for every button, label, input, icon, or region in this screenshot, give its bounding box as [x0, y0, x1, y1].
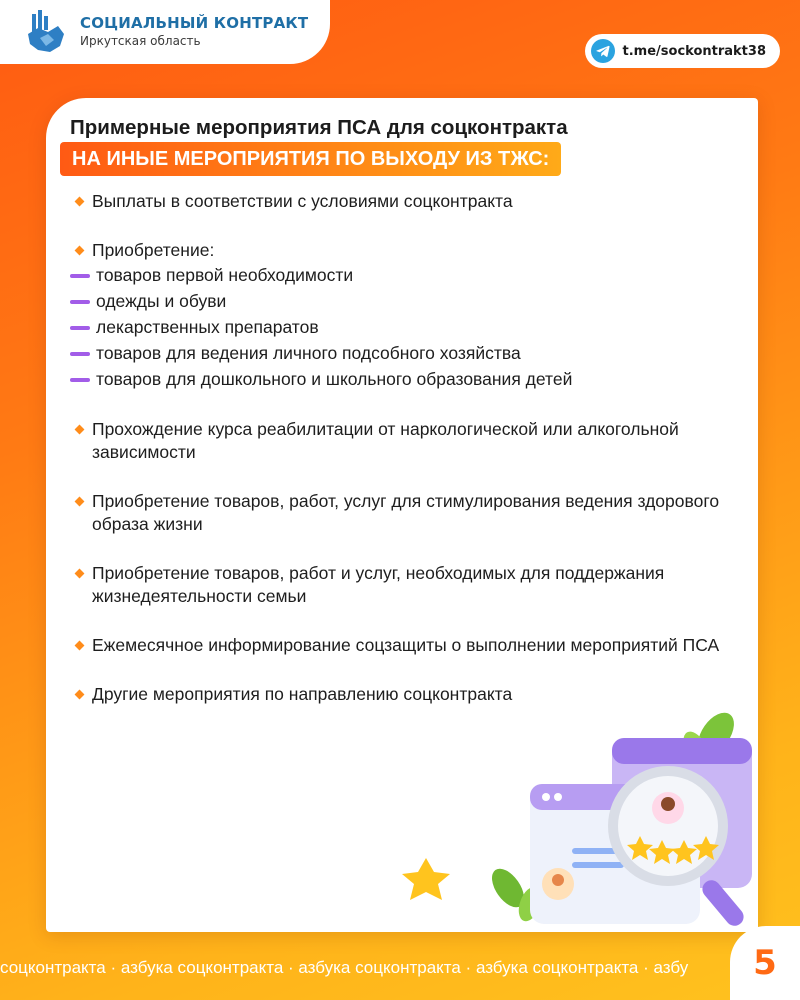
footer-ribbon: соцконтракта · азбука соцконтракта · азбука соцконтракта · азбука соцконтракта · азбу — [0, 958, 689, 977]
list-item: Ежемесячное информирование соцзащиты о выполнении мероприятий ПСА — [68, 634, 748, 657]
card-banner-text: НА ИНЫЕ МЕРОПРИЯТИЯ ПО ВЫХОДУ ИЗ ТЖС: — [72, 147, 550, 170]
list-item: Другие мероприятия по направлению соцконтракта — [68, 683, 748, 706]
bullet-icon — [75, 425, 85, 435]
page-number: 5 — [730, 926, 800, 1000]
list-item: Приобретение товаров, работ, услуг для стимулирования ведения здорового образа жизни — [68, 490, 748, 536]
dash-icon — [70, 300, 90, 304]
brand-header — [0, 0, 330, 64]
card-title: Примерные мероприятия ПСА для соцконтракта — [70, 116, 568, 139]
profile-search-illustration — [396, 708, 766, 940]
dash-icon — [70, 352, 90, 356]
activities-list — [68, 190, 748, 706]
region-map-logo-icon — [24, 8, 68, 56]
telegram-icon — [591, 39, 615, 63]
sub-list-item: товаров первой необходимости — [68, 262, 748, 288]
bullet-icon — [75, 641, 85, 651]
list-item: Приобретение: — [68, 239, 748, 262]
brand-title: СОЦИАЛЬНЫЙ КОНТРАКТ — [80, 14, 309, 32]
brand-subtitle: Иркутская область — [80, 34, 201, 48]
telegram-link-text[interactable]: t.me/sockontrakt38 — [622, 43, 766, 59]
bullet-icon — [75, 197, 85, 207]
sub-list-item: лекарственных препаратов — [68, 314, 748, 340]
dash-icon — [70, 378, 90, 382]
bullet-icon — [75, 690, 85, 700]
list-item: Выплаты в соответствии с условиями соцконтракта — [68, 190, 748, 213]
dash-icon — [70, 326, 90, 330]
bullet-icon — [75, 569, 85, 579]
bullet-icon — [75, 497, 85, 507]
sub-list-item: товаров для ведения личного подсобного хозяйства — [68, 340, 748, 366]
star-icon — [402, 858, 450, 900]
list-item: Приобретение товаров, работ и услуг, необходимых для поддержания жизнедеятельности семьи — [68, 562, 748, 608]
sub-list-item: одежды и обуви — [68, 288, 748, 314]
bullet-icon — [75, 246, 85, 256]
list-item: Прохождение курса реабилитации от наркологической или алкогольной зависимости — [68, 418, 748, 464]
telegram-link[interactable] — [585, 34, 780, 68]
dash-icon — [70, 274, 90, 278]
card-title-banner — [60, 142, 561, 176]
sub-list-item: товаров для дошкольного и школьного образования детей — [68, 366, 748, 392]
